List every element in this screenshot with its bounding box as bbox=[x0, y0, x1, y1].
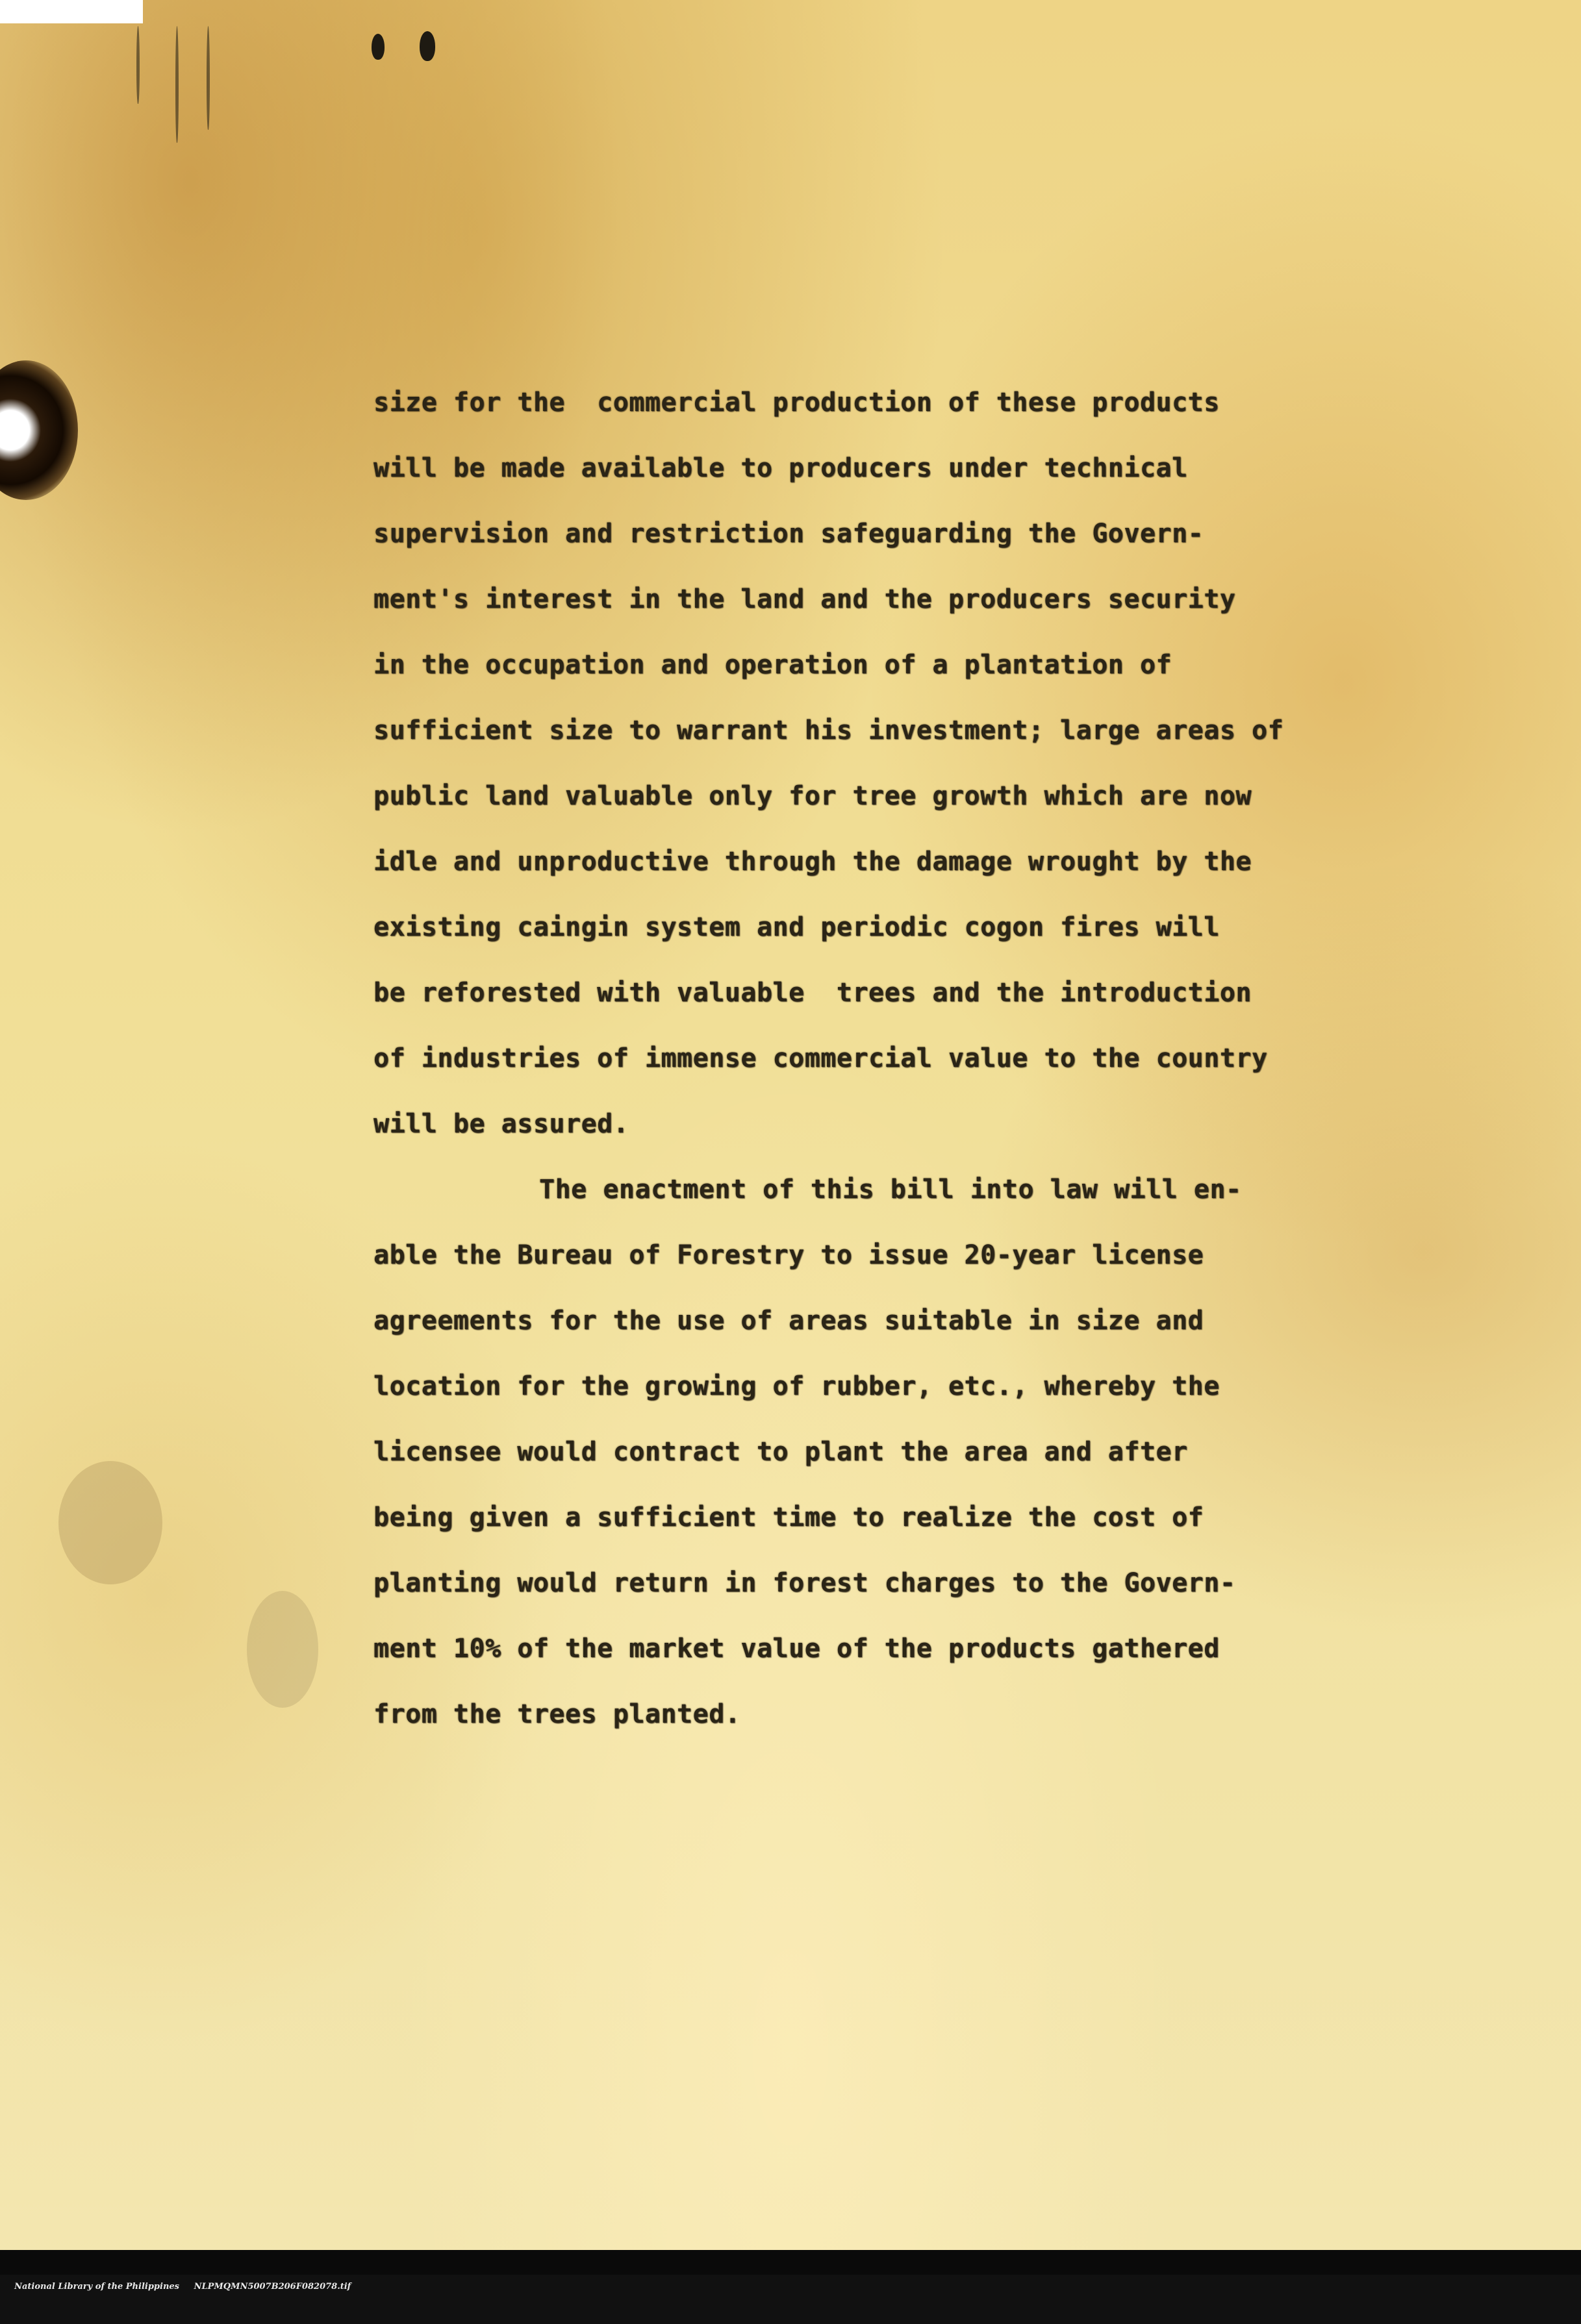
staple-mark bbox=[207, 26, 210, 130]
paper-stain bbox=[58, 1461, 162, 1584]
text-line: will be made available to producers under technical bbox=[373, 453, 1188, 483]
burn-hole bbox=[0, 360, 78, 500]
text-line: location for the growing of rubber, etc., whereby the bbox=[373, 1371, 1220, 1401]
ink-blot bbox=[420, 31, 435, 61]
text-line: existing caingin system and periodic cogon fires will bbox=[373, 912, 1220, 942]
ink-blot bbox=[372, 34, 385, 60]
text-line: of industries of immense commercial value to the country bbox=[373, 1043, 1268, 1073]
text-line: be reforested with valuable trees and the introduction bbox=[373, 978, 1252, 1008]
text-line: able the Bureau of Forestry to issue 20-year license bbox=[373, 1240, 1204, 1270]
paper-stain bbox=[247, 1591, 318, 1708]
paper-corner-fold bbox=[0, 0, 143, 23]
text-line: public land valuable only for tree growth which are now bbox=[373, 781, 1252, 811]
text-line: from the trees planted. bbox=[373, 1699, 741, 1729]
text-line: will be assured. bbox=[373, 1109, 629, 1139]
text-line: planting would return in forest charges to the Govern- bbox=[373, 1568, 1236, 1598]
text-line: ment 10% of the market value of the products gathered bbox=[373, 1634, 1220, 1664]
text-line: licensee would contract to plant the area and after bbox=[373, 1437, 1188, 1467]
text-line: supervision and restriction safeguarding the Govern- bbox=[373, 519, 1204, 549]
footer-caption: National Library of the Philippines NLPMQMN5007B206F082078.tif bbox=[14, 2282, 351, 2292]
staple-mark bbox=[175, 26, 179, 143]
typed-text bbox=[373, 370, 1348, 1747]
text-line: The enactment of this bill into law will en- bbox=[539, 1175, 1242, 1205]
text-line: agreements for the use of areas suitable in size and bbox=[373, 1306, 1204, 1336]
text-line: ment's interest in the land and the producers security bbox=[373, 584, 1236, 614]
text-line: in the occupation and operation of a plantation of bbox=[373, 650, 1172, 680]
scan-footer bbox=[0, 2250, 1581, 2292]
text-line: idle and unproductive through the damage wrought by the bbox=[373, 847, 1252, 877]
staple-mark bbox=[136, 26, 140, 104]
text-line: being given a sufficient time to realize the cost of bbox=[373, 1503, 1204, 1532]
text-line: size for the commercial production of these products bbox=[373, 388, 1220, 418]
text-line: sufficient size to warrant his investment; large areas of bbox=[373, 716, 1284, 745]
